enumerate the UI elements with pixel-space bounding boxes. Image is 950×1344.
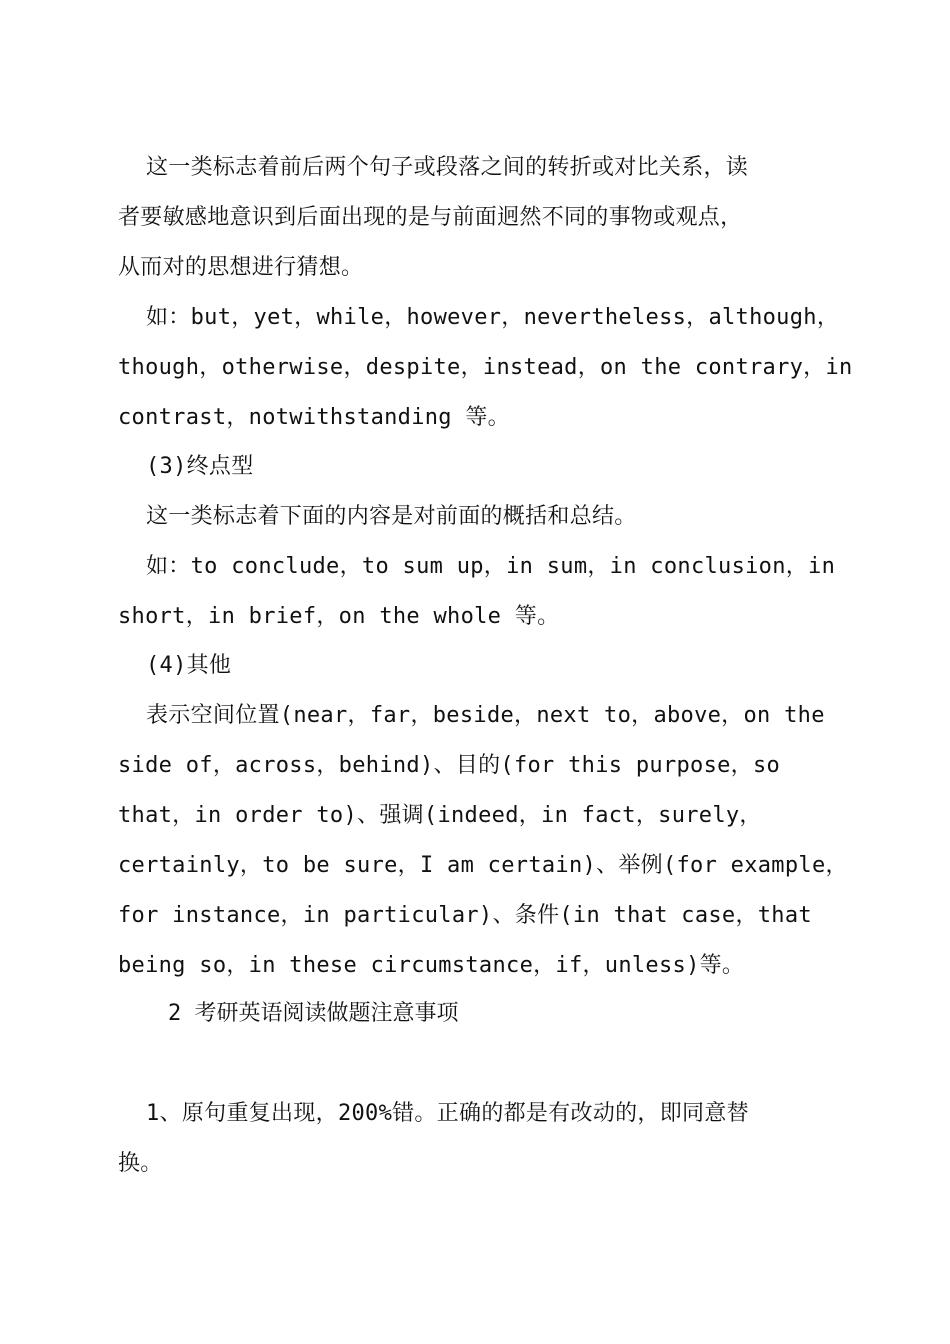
text-line: 1、原句重复出现，200%错。正确的都是有改动的，即同意替 xyxy=(146,1101,749,1126)
text-line: for instance，in particular)、条件(in that case，that xyxy=(118,903,812,928)
subheading-other xyxy=(118,641,836,691)
section-heading: 2 考研英语阅读做题注意事项 xyxy=(168,1001,459,1026)
text-line: 从而对的思想进行猜想。 xyxy=(118,255,364,280)
paragraph-contrast-description xyxy=(118,143,836,293)
text-line: that，in order to)、强调(indeed，in fact，surely， xyxy=(118,803,762,828)
paragraph-conclusion-description xyxy=(118,492,836,542)
text-line: short，in brief，on the whole 等。 xyxy=(118,604,560,629)
text-line: though，otherwise，despite，instead，on the contrary，in xyxy=(118,355,853,380)
paragraph-tip-1 xyxy=(118,1089,836,1189)
text-line: 表示空间位置(near，far，beside，next to，above，on the xyxy=(146,703,825,728)
text-line: 如：to conclude，to sum up，in sum，in conclusion，in xyxy=(146,554,836,579)
paragraph-conclusion-examples xyxy=(118,542,836,642)
text-line: being so，in these circumstance，if，unless)等。 xyxy=(118,953,745,978)
text-line: side of，across，behind)、目的(for this purpose，so xyxy=(118,753,781,778)
paragraph-contrast-examples xyxy=(118,293,853,443)
subheading-conclusion-type xyxy=(118,442,836,492)
text-line: (3)终点型 xyxy=(146,454,254,479)
text-line: 这一类标志着前后两个句子或段落之间的转折或对比关系，读 xyxy=(146,155,749,180)
text-line: 这一类标志着下面的内容是对前面的概括和总结。 xyxy=(146,504,637,529)
text-line: 换。 xyxy=(118,1151,163,1176)
text-line: (4)其他 xyxy=(146,653,232,678)
text-line: contrast，notwithstanding 等。 xyxy=(118,405,510,430)
paragraph-other-examples xyxy=(118,691,848,991)
text-line: 如：but，yet，while，however，nevertheless，although， xyxy=(146,305,840,330)
text-line: 者要敏感地意识到后面出现的是与前面迥然不同的事物或观点， xyxy=(118,205,743,230)
text-line: certainly，to be sure，I am certain)、举例(for example， xyxy=(118,853,848,878)
